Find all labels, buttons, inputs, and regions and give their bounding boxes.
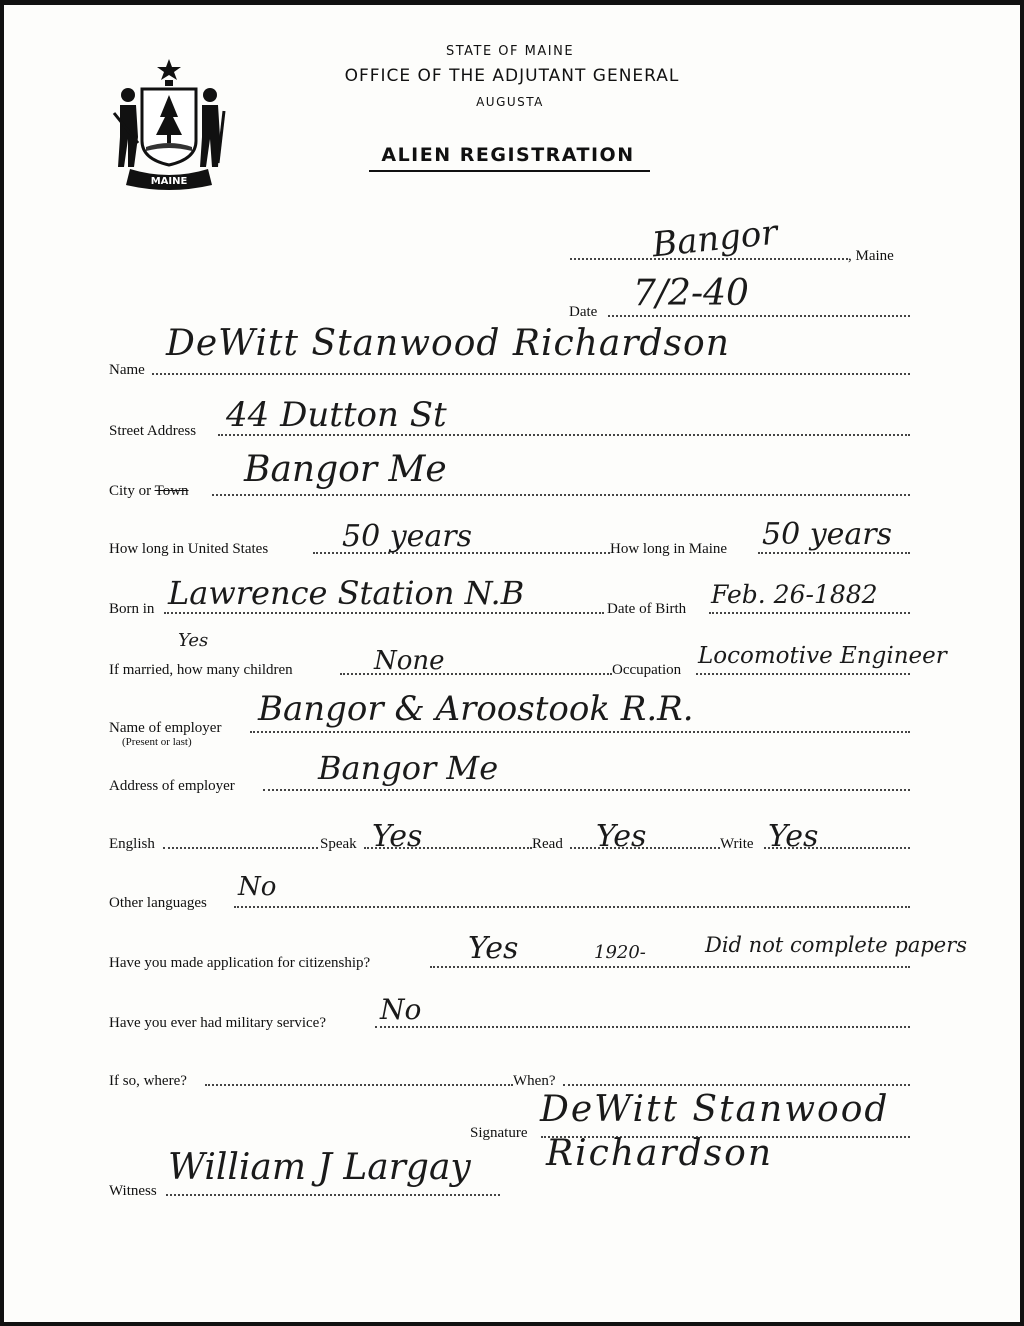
date-line xyxy=(608,315,910,317)
place-value: Bangor xyxy=(650,212,780,266)
city-label-prefix: City or xyxy=(109,483,152,499)
scan-border-bottom xyxy=(0,1322,1024,1326)
signature-line-2: Richardson xyxy=(546,1133,774,1174)
english-line xyxy=(163,847,318,849)
signature-text xyxy=(540,1089,920,1174)
dob-label: Date of Birth xyxy=(607,601,687,617)
citizenship-note: Did not complete papers xyxy=(705,933,968,957)
place-suffix: , Maine xyxy=(848,248,894,264)
married-label: If married, how many children xyxy=(109,662,293,678)
how-long-maine-label: How long in Maine xyxy=(610,541,728,557)
street-value: 44 Dutton St xyxy=(226,395,447,435)
read-label: Read xyxy=(532,836,563,852)
employer-address-label: Address of employer xyxy=(109,778,235,794)
state-heading: STATE OF MAINE xyxy=(445,44,575,59)
scan-border-left xyxy=(0,0,4,1326)
military-label: Have you ever had military service? xyxy=(109,1015,326,1031)
occupation-label: Occupation xyxy=(612,662,682,678)
how-long-us-value: 50 years xyxy=(342,519,473,554)
citizenship-answer: Yes xyxy=(468,931,519,966)
name-line xyxy=(152,373,910,375)
when-label: When? xyxy=(513,1073,556,1089)
date-label: Date xyxy=(569,304,598,320)
children-value: None xyxy=(374,646,445,676)
read-value: Yes xyxy=(596,819,647,854)
signature-label: Signature xyxy=(470,1125,528,1141)
english-label: English xyxy=(109,836,155,852)
street-label: Street Address xyxy=(109,423,197,439)
employer-line xyxy=(250,731,910,733)
where-label: If so, where? xyxy=(109,1073,187,1089)
other-languages-label: Other languages xyxy=(109,895,207,911)
how-long-maine-value: 50 years xyxy=(762,517,893,552)
city-heading: AUGUSTA xyxy=(476,95,544,109)
dob-line xyxy=(709,612,910,614)
city-label xyxy=(109,482,189,500)
seal-banner-text: MAINE xyxy=(150,176,188,187)
married-value: Yes xyxy=(178,630,209,651)
other-languages-value: No xyxy=(238,872,277,902)
employer-label: Name of employer xyxy=(109,720,222,736)
write-label: Write xyxy=(720,836,754,852)
signature-line-1: DeWitt Stanwood xyxy=(540,1089,890,1130)
employer-address-value: Bangor Me xyxy=(318,749,499,787)
dob-value: Feb. 26-1882 xyxy=(711,580,878,609)
occupation-line xyxy=(696,673,910,675)
name-value: DeWitt Stanwood Richardson xyxy=(166,323,730,364)
born-in-line xyxy=(164,612,604,614)
witness-value: William J Largay xyxy=(168,1147,471,1188)
when-line xyxy=(563,1084,910,1086)
how-long-maine-line xyxy=(758,552,910,554)
citizenship-year: 1920- xyxy=(594,942,646,963)
office-heading: OFFICE OF THE ADJUTANT GENERAL xyxy=(344,66,680,86)
citizenship-line xyxy=(430,966,910,968)
city-label-struck: Town xyxy=(154,483,189,499)
scan-border-right xyxy=(1020,0,1024,1326)
city-line xyxy=(212,494,910,496)
speak-label: Speak xyxy=(320,836,357,852)
witness-label: Witness xyxy=(109,1183,157,1199)
scan-border-top xyxy=(0,0,1024,5)
occupation-value: Locomotive Engineer xyxy=(698,643,947,669)
where-line xyxy=(205,1084,513,1086)
title-underline xyxy=(369,170,650,172)
employer-sub-label: (Present or last) xyxy=(122,736,192,748)
born-in-value: Lawrence Station N.B xyxy=(168,574,525,612)
citizenship-label: Have you made application for citizenship? xyxy=(109,955,371,971)
date-value: 7/2-40 xyxy=(633,273,749,314)
employer-value: Bangor & Aroostook R.R. xyxy=(258,689,694,729)
military-line xyxy=(375,1026,910,1028)
military-value: No xyxy=(380,993,422,1026)
signature-value xyxy=(540,1089,920,1174)
other-languages-line xyxy=(234,906,910,908)
employer-address-line xyxy=(263,789,910,791)
how-long-us-label: How long in United States xyxy=(109,541,269,557)
witness-line xyxy=(166,1194,500,1196)
born-in-label: Born in xyxy=(109,601,155,617)
write-value: Yes xyxy=(768,819,819,854)
name-label: Name xyxy=(109,362,145,378)
city-value: Bangor Me xyxy=(244,449,447,490)
speak-value: Yes xyxy=(372,819,423,854)
form-title: ALIEN REGISTRATION xyxy=(381,144,635,166)
